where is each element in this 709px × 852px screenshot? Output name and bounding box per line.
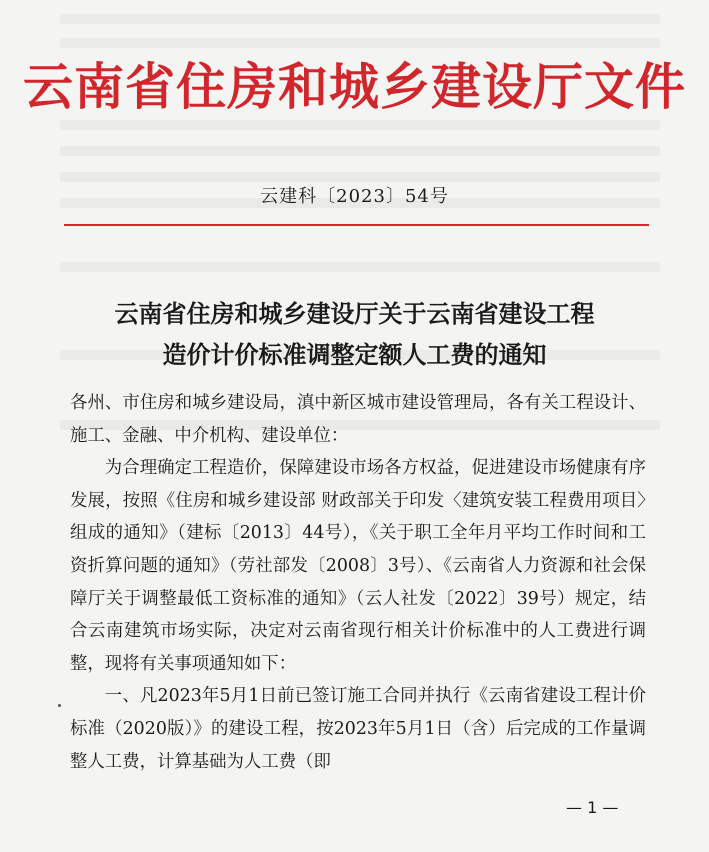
red-separator-line <box>64 224 649 226</box>
body-paragraph-1: 为合理确定工程造价，保障建设市场各方权益，促进建设市场健康有序发展，按照《住房和城乡建设部 财政部关于印发〈建筑安装工程费用项目〉组成的通知》（建标〔2013〕44号），《关于职工全年月平均工作时间和工资折算问题的通知》（劳社部发〔2008〕3号）、《云南省人力资源和社会保障厅关于调整最低工资标准的通知》（云人社发〔2022〕39号）规定，结合云南建筑市场实际，决定对云南省现行相关计价标准中的人工费进行调整，现将有关事项通知如下： <box>70 458 646 674</box>
page-number: — 1 — <box>566 798 619 817</box>
body-paragraph-2: 一、凡2023年5月1日前已签订施工合同并执行《云南省建设工程计价标准（2020版）》的建设工程，按2023年5月1日（含）后完成的工作量调整人工费，计算基础为人工费（即 <box>70 686 646 772</box>
notice-title-line-2: 造价计价标准调整定额人工费的通知 <box>162 341 547 369</box>
issuing-agency-header: 云南省住房和城乡建设厅文件 <box>23 58 686 116</box>
document-number: 云建科〔2023〕54号 <box>260 186 449 207</box>
stray-mark <box>58 704 61 707</box>
addressees: 各州、市住房和城乡建设局，滇中新区城市建设管理局，各有关工程设计、施工、金融、中介机构、建设单位： <box>70 393 646 446</box>
document-body <box>70 387 646 778</box>
notice-title-line-1: 云南省住房和城乡建设厅关于云南省建设工程 <box>114 300 595 328</box>
